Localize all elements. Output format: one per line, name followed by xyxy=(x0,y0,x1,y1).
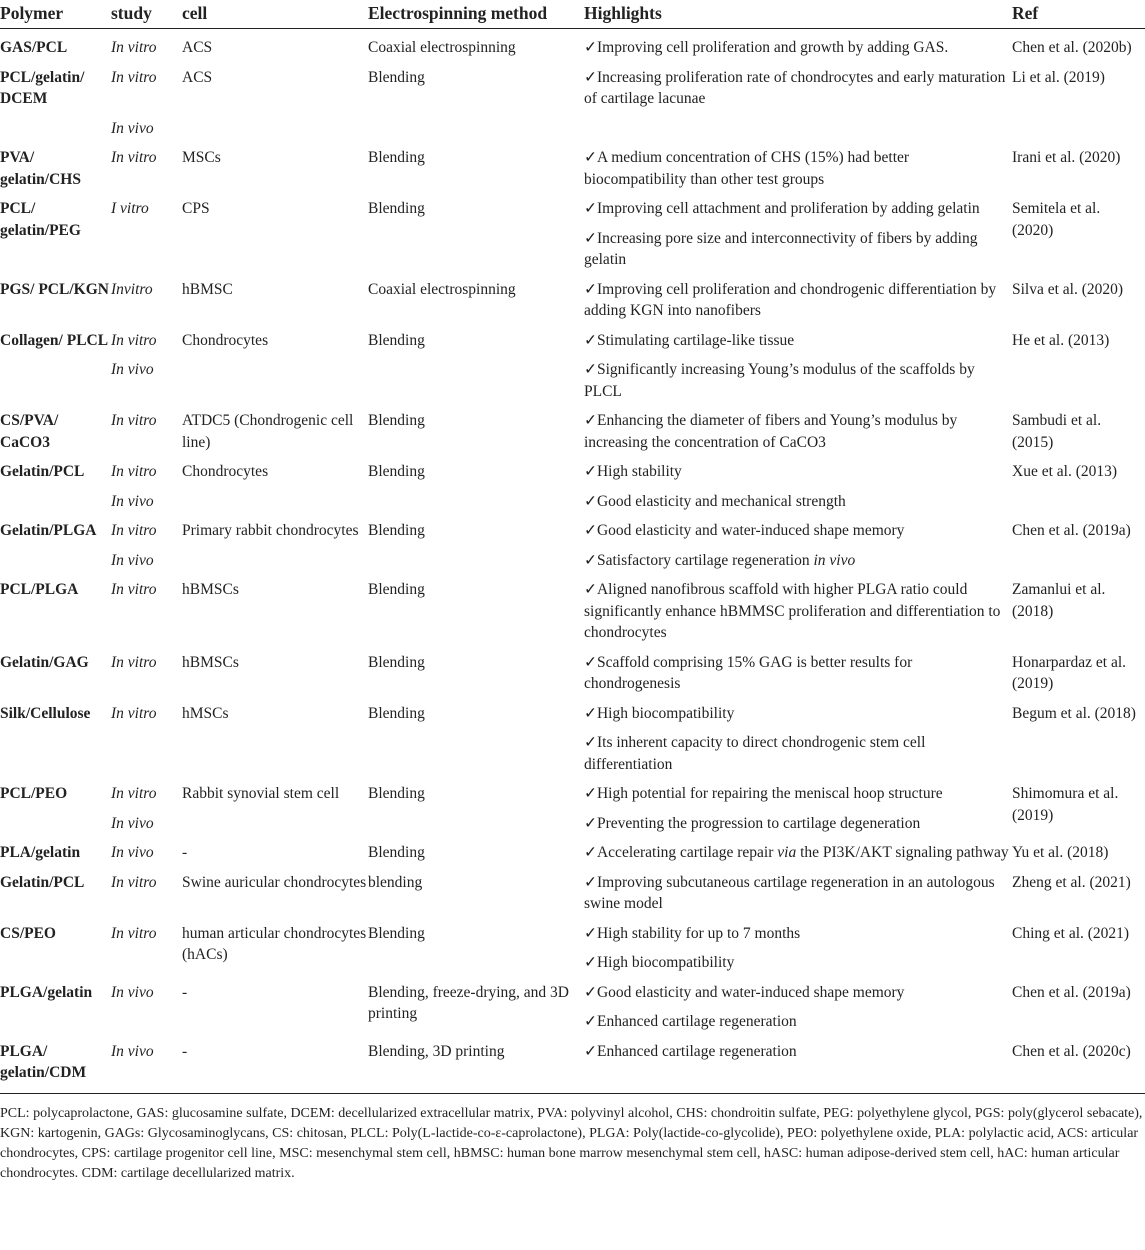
study-cell: Invitro xyxy=(111,280,153,298)
ref-cell: Sambudi et al. (2015) xyxy=(1012,412,1102,451)
method-cell: Blending, freeze-drying, and 3D printing xyxy=(368,983,570,1022)
highlight-cell xyxy=(584,542,1012,572)
ref-cell: Chen et al. (2020c) xyxy=(1012,1042,1131,1060)
ref-cell: Shimomura et al. (2019) xyxy=(1012,785,1119,824)
study-cell: In vivo xyxy=(111,361,154,378)
ref-cell: Chen et al. (2019a) xyxy=(1012,983,1131,1001)
method-cell: Blending xyxy=(368,581,425,598)
polymer-cell: PLGA/ gelatin/CDM xyxy=(0,1042,87,1081)
ref-cell: Yu et al. (2018) xyxy=(1012,844,1109,861)
method-cell: Blending xyxy=(368,463,425,480)
study-cell: In vivo xyxy=(111,492,154,510)
ref-cell: Honarpardaz et al. (2019) xyxy=(1012,653,1127,692)
table-row xyxy=(0,453,1145,483)
highlight-text: ✓High biocompatibility xyxy=(584,954,735,971)
highlight-cell xyxy=(584,59,1012,110)
table-row xyxy=(0,139,1145,190)
highlight-cell xyxy=(584,974,1012,1004)
table-row xyxy=(0,974,1145,1004)
table-footnote: PCL: polycaprolactone, GAS: glucosamine sulfate, DCEM: decellularized extracellular matrix, PVA: polyvinyl alcohol, CHS: chondroitin sulfate, PEG: polyethylene glycol, PGS: poly(glycerol sebacate), KGN: kartogenin, GAGs: Glycosaminoglycans, CS: chitosan, PLCL: Poly(L-lactide-co-ε-caprolactone), PLGA: Poly(lactide-co-glycolide), PEO: polyethylene oxide, PLA: polylactic acid, ACS: articular chondrocytes, CPS: cartilage progenitor cell line, MSC: mesenchymal stem cell, hBMSC: human bone marrow mesenchymal stem cell, hASC: human adipose-derived stem cell, hAC: human articular chondrocytes. CDM: cartilage decellularized matrix. xyxy=(0,1093,1145,1184)
table-row xyxy=(0,1033,1145,1084)
highlight-text: ✓Aligned nanofibrous scaffold with higher PLGA ratio could significantly enhance hBMMSC proliferation and differentiation to chondrocytes xyxy=(584,581,1001,641)
study-cell: In vitro xyxy=(111,149,157,166)
method-cell: blending xyxy=(368,873,423,891)
highlight-italic: via xyxy=(777,844,797,861)
highlight-italic: in vivo xyxy=(813,551,856,569)
table-row xyxy=(0,59,1145,110)
polymer-cell: Gelatin/PLGA xyxy=(0,522,97,539)
highlight-cell xyxy=(584,571,1012,644)
highlight-text: ✓Improving subcutaneous cartilage regeneration in an autologous swine model xyxy=(584,873,995,912)
polymer-cell: GAS/PCL xyxy=(0,39,68,56)
highlight-cell xyxy=(584,724,1012,775)
study-cell: In vitro xyxy=(111,785,157,802)
polymer-cell: PVA/ gelatin/CHS xyxy=(0,149,81,188)
highlight-cell xyxy=(584,915,1012,945)
ref-cell: Semitela et al. (2020) xyxy=(1012,200,1101,239)
study-cell: In vitro xyxy=(111,412,157,429)
highlight-text: ✓Enhanced cartilage regeneration xyxy=(584,1042,797,1060)
cell-type-cell: - xyxy=(182,844,188,861)
highlight-text: ✓A medium concentration of CHS (15%) had better biocompatibility than other test groups xyxy=(584,149,910,188)
ref-cell: Li et al. (2019) xyxy=(1012,68,1105,86)
highlight-text: ✓Preventing the progression to cartilage degeneration xyxy=(584,814,921,832)
ref-cell: Ching et al. (2021) xyxy=(1012,924,1130,942)
polymer-cell: Collagen/ PLCL xyxy=(0,331,109,349)
highlight-text: ✓High stability for up to 7 months xyxy=(584,924,801,942)
study-cell: In vitro xyxy=(111,522,157,539)
study-cell: In vitro xyxy=(111,581,157,598)
table-row xyxy=(0,915,1145,945)
study-cell: In vivo xyxy=(111,983,154,1001)
highlight-cell xyxy=(584,110,1012,140)
highlight-cell xyxy=(584,1033,1012,1084)
study-cell: In vivo xyxy=(111,119,154,137)
cell-type-cell: MSCs xyxy=(182,149,221,166)
highlight-cell xyxy=(584,644,1012,695)
highlight-text: ✓High stability xyxy=(584,463,682,480)
cell-type-cell: hMSCs xyxy=(182,704,229,722)
polymer-cell: PCL/ gelatin/PEG xyxy=(0,200,81,239)
cell-type-cell: ACS xyxy=(182,39,213,56)
cell-type-cell: Rabbit synovial stem cell xyxy=(182,785,340,802)
study-cell: In vitro xyxy=(111,463,157,480)
polymer-cell: PCL/PLGA xyxy=(0,581,79,598)
method-cell: Blending xyxy=(368,653,425,671)
highlight-cell xyxy=(584,29,1012,59)
highlight-cell xyxy=(584,775,1012,805)
cell-type-cell: - xyxy=(182,983,188,1001)
study-cell xyxy=(111,944,182,974)
study-cell: In vitro xyxy=(111,331,157,349)
highlight-text: ✓Its inherent capacity to direct chondrogenic stem cell differentiation xyxy=(584,734,926,773)
highlight-cell xyxy=(584,834,1012,864)
highlight-text: ✓High biocompatibility xyxy=(584,704,735,722)
ref-cell: Zheng et al. (2021) xyxy=(1012,873,1131,891)
highlight-text: ✓Increasing proliferation rate of chondrocytes and early maturation of cartilage lacunae xyxy=(584,68,1006,107)
study-cell xyxy=(111,220,182,271)
cell-type-cell: ACS xyxy=(182,68,213,86)
table-row xyxy=(0,402,1145,453)
highlight-text: ✓Scaffold comprising 15% GAG is better results for chondrogenesis xyxy=(584,653,913,692)
highlight-cell xyxy=(584,944,1012,974)
cell-type-cell: Primary rabbit chondrocytes xyxy=(182,522,359,539)
highlight-cell xyxy=(584,322,1012,352)
highlight-text: ✓Improving cell proliferation and chondrogenic differentiation by adding KGN into nanofibers xyxy=(584,280,997,319)
polymer-cell: Gelatin/PCL xyxy=(0,873,85,891)
table-row xyxy=(0,834,1145,864)
cell-type-cell: hBMSC xyxy=(182,280,233,298)
highlight-cell xyxy=(584,271,1012,322)
highlight-text: ✓Increasing pore size and interconnectivity of fibers by adding gelatin xyxy=(584,229,978,268)
cell-type-cell: - xyxy=(182,1042,188,1060)
cell-type-cell: hBMSCs xyxy=(182,653,239,671)
header-cell: cell xyxy=(182,0,368,29)
highlight-cell xyxy=(584,190,1012,220)
highlight-cell xyxy=(584,1003,1012,1033)
method-cell: Blending xyxy=(368,844,425,861)
method-cell: Blending xyxy=(368,412,425,429)
highlight-text: ✓Good elasticity and water-induced shape memory xyxy=(584,522,905,539)
method-cell: Blending xyxy=(368,331,425,349)
header-method: Electrospinning method xyxy=(368,0,584,29)
polymer-cell: Silk/Cellulose xyxy=(0,704,91,722)
cell-type-cell: ATDC5 (Chondrogenic cell line) xyxy=(182,412,354,451)
polymer-cell: PLGA/gelatin xyxy=(0,983,93,1001)
cell-type-cell: Chondrocytes xyxy=(182,331,269,349)
polymer-cell: CS/PEO xyxy=(0,924,56,942)
highlight-cell xyxy=(584,512,1012,542)
study-cell: In vivo xyxy=(111,844,154,861)
highlight-text: ✓Stimulating cartilage-like tissue xyxy=(584,331,795,349)
polymer-cell: PLA/gelatin xyxy=(0,844,81,861)
table-row xyxy=(0,695,1145,725)
ref-cell: Begum et al. (2018) xyxy=(1012,704,1136,722)
highlight-cell xyxy=(584,695,1012,725)
table-row xyxy=(0,322,1145,352)
method-cell: Coaxial electrospinning xyxy=(368,280,516,298)
highlight-cell xyxy=(584,864,1012,915)
table-row xyxy=(0,864,1145,915)
highlight-text: ✓Improving cell proliferation and growth by adding GAS. xyxy=(584,39,949,56)
ref-cell: Zamanlui et al. (2018) xyxy=(1012,581,1106,620)
method-cell: Blending xyxy=(368,68,425,86)
table-row xyxy=(0,29,1145,59)
ref-cell: Chen et al. (2019a) xyxy=(1012,522,1131,539)
table-row xyxy=(0,775,1145,805)
header-polymer: Polymer xyxy=(0,0,111,29)
ref-cell: Chen et al. (2020b) xyxy=(1012,39,1132,56)
polymer-cell: CS/PVA/ CaCO3 xyxy=(0,412,59,451)
cell-type-cell: Chondrocytes xyxy=(182,463,269,480)
method-cell: Blending xyxy=(368,704,425,722)
table-row xyxy=(0,571,1145,644)
highlight-text: ✓Satisfactory cartilage regeneration xyxy=(584,551,814,569)
ref-cell: Irani et al. (2020) xyxy=(1012,149,1121,166)
method-cell: Blending xyxy=(368,522,425,539)
highlight-cell xyxy=(584,805,1012,835)
study-cell: In vivo xyxy=(111,1042,154,1060)
cell-type-cell: Swine auricular chondrocytes xyxy=(182,873,367,891)
polymer-cell: Gelatin/PCL xyxy=(0,463,85,480)
header-row xyxy=(0,0,1145,29)
highlight-text: ✓Significantly increasing Young’s modulus of the scaffolds by PLCL xyxy=(584,361,975,400)
header-ref: Ref xyxy=(1012,0,1145,29)
highlight-text: ✓Improving cell attachment and proliferation by adding gelatin xyxy=(584,200,980,217)
table-row xyxy=(0,644,1145,695)
ref-cell: Xue et al. (2013) xyxy=(1012,463,1118,480)
polymer-cell: PCL/PEO xyxy=(0,785,68,802)
study-cell: In vitro xyxy=(111,653,157,671)
method-cell: Blending, 3D printing xyxy=(368,1042,505,1060)
cell-type-cell: CPS xyxy=(182,200,210,217)
method-cell: Blending xyxy=(368,924,425,942)
highlight-text: ✓Good elasticity and mechanical strength xyxy=(584,492,846,510)
method-cell: Coaxial electrospinning xyxy=(368,39,516,56)
highlight-text: ✓Enhanced cartilage regeneration xyxy=(584,1013,797,1030)
method-cell: Blending xyxy=(368,200,425,217)
study-cell: In vitro xyxy=(111,704,157,722)
highlight-cell xyxy=(584,402,1012,453)
study-cell: In vitro xyxy=(111,873,157,891)
table-row xyxy=(0,271,1145,322)
cell-type-cell: hBMSCs xyxy=(182,581,239,598)
study-cell xyxy=(111,724,182,775)
header-study: study xyxy=(111,0,182,29)
method-cell: Blending xyxy=(368,149,425,166)
study-cell: In vivo xyxy=(111,551,154,569)
table-row xyxy=(0,512,1145,542)
highlight-text: ✓Accelerating cartilage repair xyxy=(584,844,778,861)
ref-cell: He et al. (2013) xyxy=(1012,331,1110,349)
polymer-cell: PCL/gelatin/ DCEM xyxy=(0,68,85,107)
highlight-text: ✓Enhancing the diameter of fibers and Young’s modulus by increasing the concentration of CaCO3 xyxy=(584,412,958,451)
cell-type-cell: human articular chondrocytes (hACs) xyxy=(182,924,367,963)
highlight-text: ✓Good elasticity and water-induced shape memory xyxy=(584,983,905,1001)
ref-cell: Silva et al. (2020) xyxy=(1012,280,1124,298)
method-cell: Blending xyxy=(368,785,425,802)
study-cell: I vitro xyxy=(111,200,149,217)
polymer-cell: PGS/ PCL/KGN xyxy=(0,280,109,298)
polymer-cell: Gelatin/GAG xyxy=(0,653,89,671)
highlight-cell xyxy=(584,483,1012,513)
highlight-text-end: the PI3K/AKT signaling pathway xyxy=(796,844,1009,861)
highlight-cell xyxy=(584,351,1012,402)
highlight-cell xyxy=(584,453,1012,483)
study-cell xyxy=(111,1003,182,1033)
highlight-text: ✓High potential for repairing the meniscal hoop structure xyxy=(584,785,943,802)
highlight-cell xyxy=(584,220,1012,271)
study-cell: In vivo xyxy=(111,814,154,832)
study-cell: In vitro xyxy=(111,39,157,56)
highlight-cell xyxy=(584,139,1012,190)
study-cell: In vitro xyxy=(111,68,157,86)
table-row xyxy=(0,190,1145,220)
study-cell: In vitro xyxy=(111,924,157,942)
header-highlights: Highlights xyxy=(584,0,1012,29)
